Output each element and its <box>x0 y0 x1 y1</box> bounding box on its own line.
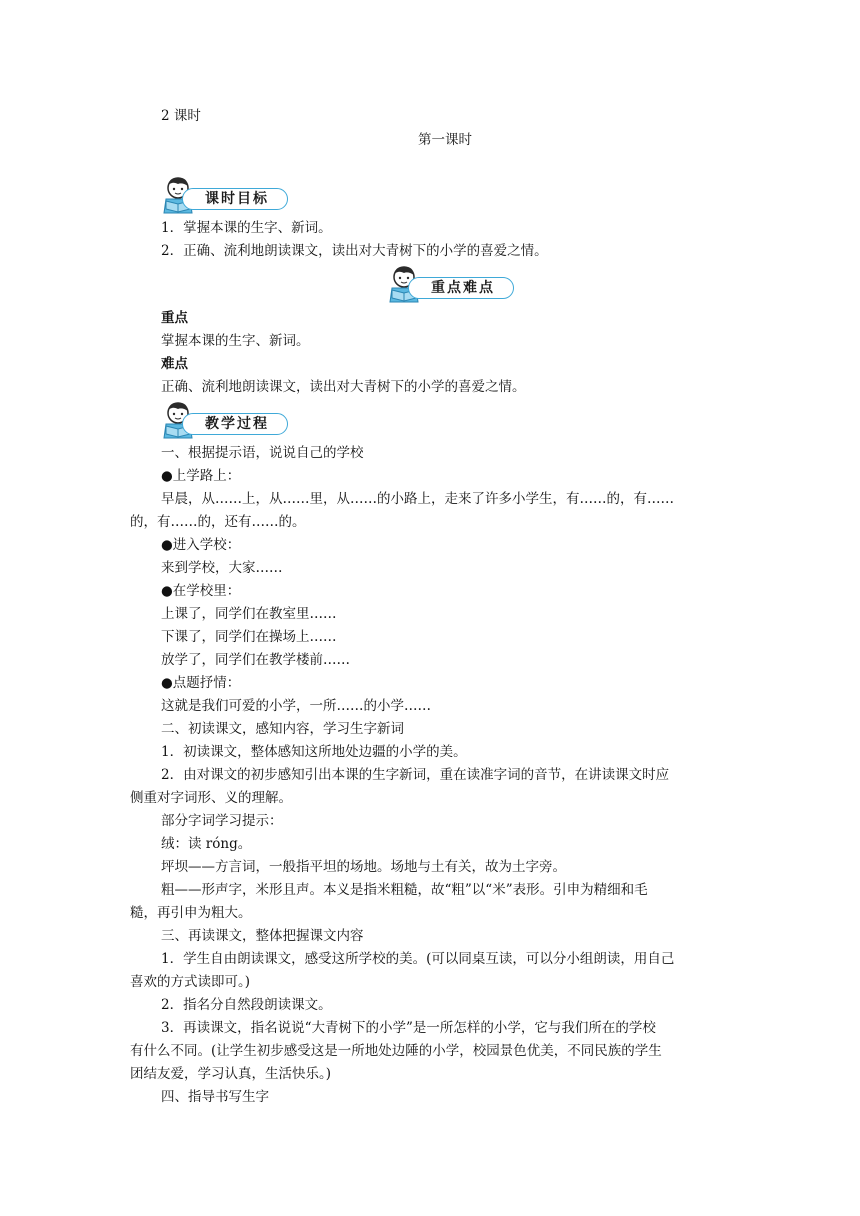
goal-item-1: 1．掌握本课的生字、新词。 <box>161 220 332 236</box>
bullet-2: ●进入学校： <box>161 537 241 553</box>
bullet-3-text-3: 放学了，同学们在教学楼前…… <box>161 652 350 668</box>
lesson-title: 第一课时 <box>418 132 472 148</box>
section-banner-process <box>160 400 292 440</box>
banner-label: 教学过程 <box>205 416 269 432</box>
bullet-3: ●在学校里： <box>161 583 241 599</box>
bullet-4-text: 这就是我们可爱的小学，一所……的小学…… <box>161 698 431 714</box>
key-heading: 重点 <box>161 310 188 326</box>
word-tip-1: 绒：读 róng。 <box>161 836 252 852</box>
bullet-1-text: 早晨，从……上，从……里，从……的小路上，走来了许多小学生，有……的，有…… <box>161 491 674 507</box>
section-3-item-3-cont-2: 团结友爱，学习认真，生活快乐。) <box>130 1066 332 1082</box>
bullet-1-text-cont: 的，有……的，还有……的。 <box>130 514 306 530</box>
banner-label: 课时目标 <box>205 191 269 207</box>
bullet-3-text-1: 上课了，同学们在教室里…… <box>161 606 337 622</box>
hard-heading: 难点 <box>161 356 188 372</box>
bullet-3-text-2: 下课了，同学们在操场上…… <box>161 629 337 645</box>
section-banner-goals <box>160 175 292 215</box>
section-banner-key-points <box>386 264 518 304</box>
hard-text: 正确、流利地朗读课文，读出对大青树下的小学的喜爱之情。 <box>161 379 526 395</box>
key-text: 掌握本课的生字、新词。 <box>161 333 310 349</box>
section-3-item-1-cont: 喜欢的方式读即可。) <box>130 974 251 990</box>
lesson-hours: 2 课时 <box>161 108 201 124</box>
section-3-item-2: 2．指名分自然段朗读课文。 <box>161 997 332 1013</box>
section-2-item-2: 2．由对课文的初步感知引出本课的生字新词，重在读准字词的音节，在讲读课文时应 <box>161 767 670 783</box>
word-tips-heading: 部分字词学习提示： <box>161 813 283 829</box>
section-3-title: 三、再读课文，整体把握课文内容 <box>161 928 364 944</box>
section-3-item-1: 1．学生自由朗读课文，感受这所学校的美。(可以同桌互读，可以分小组朗读，用自己 <box>161 951 675 967</box>
bullet-2-text: 来到学校，大家…… <box>161 560 283 576</box>
word-tip-2: 坪坝——方言词，一般指平坦的场地。场地与土有关，故为土字旁。 <box>161 859 566 875</box>
section-4-title: 四、指导书写生字 <box>161 1089 269 1105</box>
word-tip-3: 粗——形声字，米形且声。本义是指米粗糙，故“粗”以“米”表形。引申为精细和毛 <box>161 882 648 898</box>
section-3-item-3-cont-1: 有什么不同。(让学生初步感受这是一所地处边陲的小学，校园景色优美，不同民族的学生 <box>130 1043 662 1059</box>
word-tip-3-cont: 糙，再引申为粗大。 <box>130 905 252 921</box>
section-1-title: 一、根据提示语，说说自己的学校 <box>161 445 364 461</box>
section-2-item-1: 1．初读课文，整体感知这所地处边疆的小学的美。 <box>161 744 467 760</box>
section-2-item-2-cont: 侧重对字词形、义的理解。 <box>130 790 292 806</box>
bullet-4: ●点题抒情： <box>161 675 241 691</box>
goal-item-2: 2．正确、流利地朗读课文，读出对大青树下的小学的喜爱之情。 <box>161 243 548 259</box>
banner-label: 重点难点 <box>431 280 495 296</box>
section-2-title: 二、初读课文，感知内容，学习生字新词 <box>161 721 404 737</box>
bullet-1: ●上学路上： <box>161 468 241 484</box>
section-3-item-3: 3．再读课文，指名说说“大青树下的小学”是一所怎样的小学，它与我们所在的学校 <box>161 1020 656 1036</box>
